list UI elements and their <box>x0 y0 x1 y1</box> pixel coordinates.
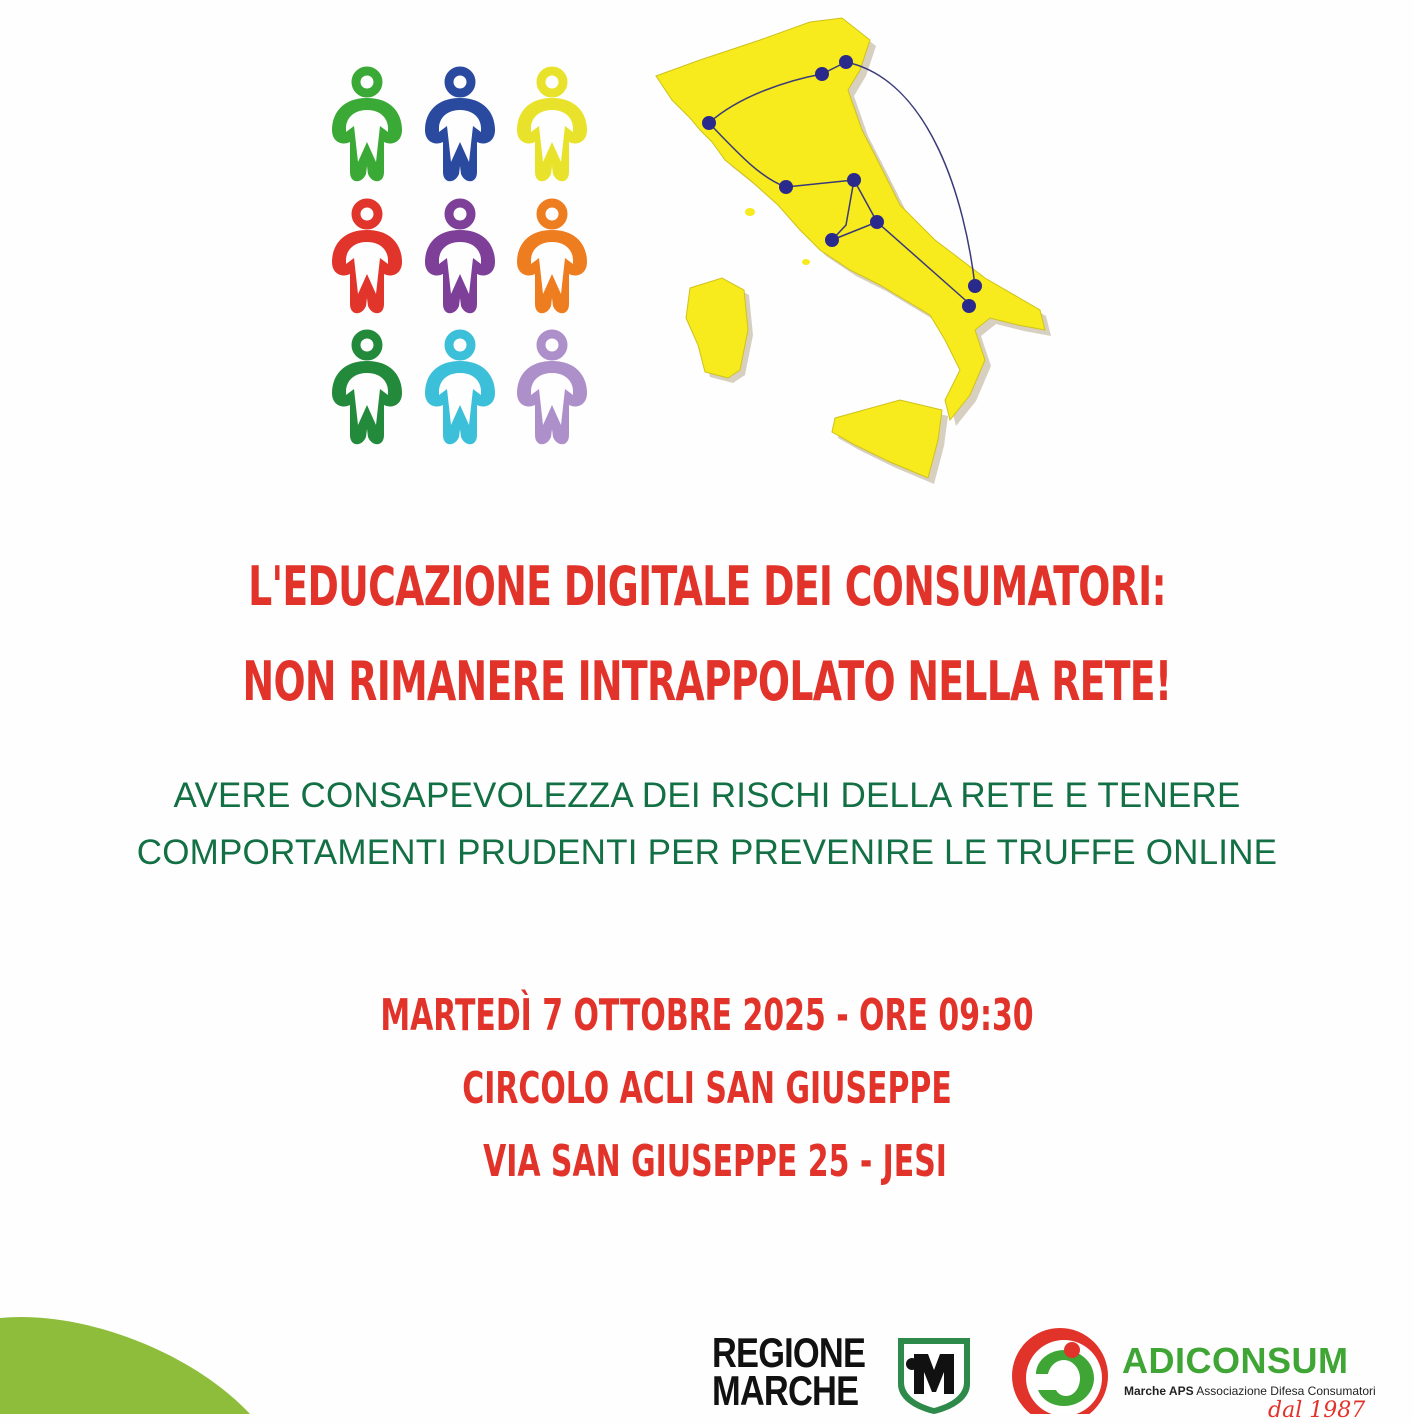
people-icon <box>425 203 495 313</box>
adiconsum-name: ADICONSUM <box>1122 1340 1349 1381</box>
event-date-time: MARTEDÌ 7 OTTOBRE 2025 - ORE 09:30 <box>380 990 1034 1041</box>
adiconsum-tagline <box>1124 1384 1376 1398</box>
people-icon <box>332 334 402 444</box>
adiconsum-logo-icon <box>1006 1326 1116 1414</box>
heading-line-1: L'EDUCAZIONE DIGITALE DEI CONSUMATORI: <box>248 555 1166 618</box>
regione-marche-logo <box>712 1329 866 1414</box>
adiconsum-tagline-rest: Associazione Difesa Consumatori <box>1193 1384 1376 1398</box>
people-icon <box>425 334 495 444</box>
people-icon <box>332 203 402 313</box>
regione-logo-line-2: MARCHE <box>712 1367 859 1414</box>
event-venue: CIRCOLO ACLI SAN GIUSEPPE <box>462 1063 952 1114</box>
heading-line-2: NON RIMANERE INTRAPPOLATO NELLA RETE! <box>242 650 1172 713</box>
subheading-line-2: COMPORTAMENTI PRUDENTI PER PREVENIRE LE TRUFFE ONLINE <box>136 833 1278 872</box>
adiconsum-tagline-bold: Marche APS <box>1124 1384 1194 1398</box>
adiconsum-year: dal 1987 <box>1268 1398 1366 1423</box>
people-icon <box>517 334 587 444</box>
regione-shield-icon <box>894 1334 974 1414</box>
people-icon <box>517 71 587 181</box>
decorative-green-shape <box>0 1310 260 1414</box>
people-icon <box>332 71 402 181</box>
italy-map-icon <box>656 18 1051 484</box>
header-artwork <box>0 0 1414 500</box>
people-icon <box>517 203 587 313</box>
people-icon <box>425 71 495 181</box>
people-grid <box>332 71 587 444</box>
event-address: VIA SAN GIUSEPPE 25 - JESI <box>483 1136 947 1187</box>
regione-logo-line-1: REGIONE <box>712 1329 866 1376</box>
subheading-line-1: AVERE CONSAPEVOLEZZA DEI RISCHI DELLA RETE E TENERE <box>173 776 1241 815</box>
